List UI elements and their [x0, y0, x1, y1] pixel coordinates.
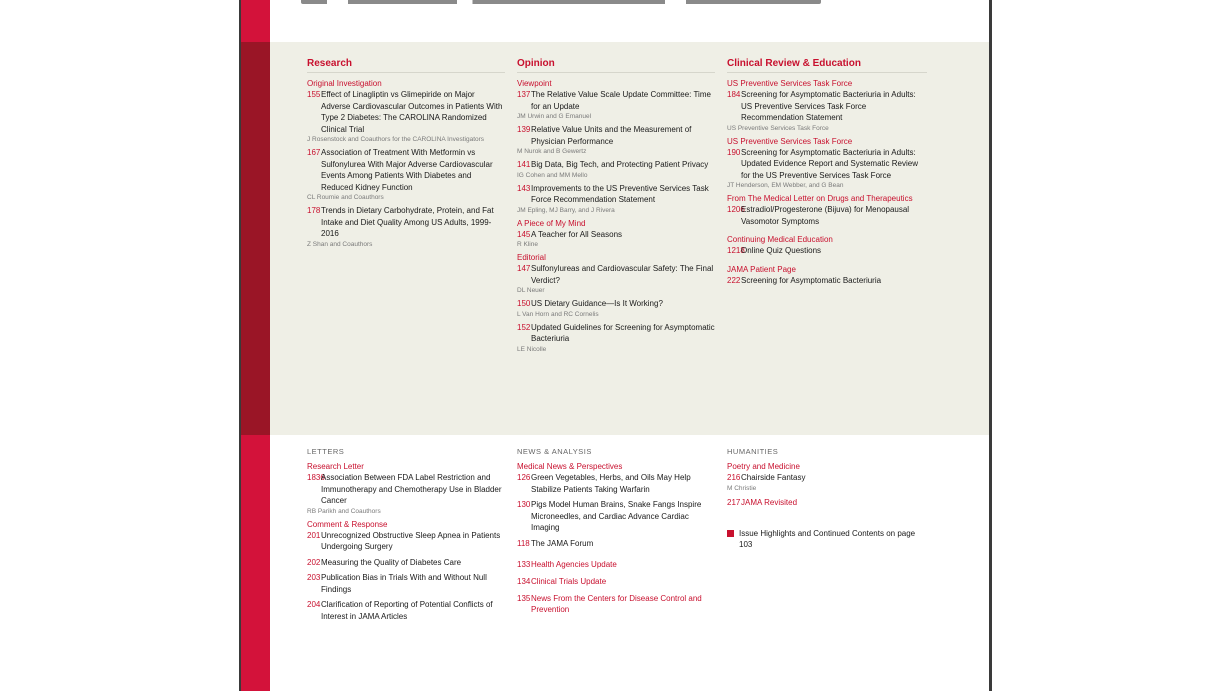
toc-entry[interactable] — [517, 576, 715, 587]
page-number: 137 — [517, 90, 531, 99]
red-stripe-top — [241, 0, 270, 42]
red-stripe-bottom — [241, 435, 270, 691]
research-column — [307, 58, 505, 252]
entry-title: Pigs Model Human Brains, Snake Fangs Inspire Microneedles, and Cardiac Advance Cardiac Imaging — [531, 500, 702, 532]
toc-entry[interactable] — [517, 538, 715, 550]
entry-title: Unrecognized Obstructive Sleep Apnea in Patients Undergoing Surgery — [321, 530, 501, 551]
note-text: Issue Highlights and Continued Contents on page 103 — [739, 528, 916, 549]
entry-title: Updated Guidelines for Screening for Asymptomatic Bacteriuria — [531, 322, 715, 343]
entry-title: Clinical Trials Update — [531, 577, 607, 586]
category-label: Comment & Response — [307, 519, 388, 529]
entry-authors: M Nurok and B Gewertz — [517, 148, 587, 155]
entry-authors: JT Henderson, EM Webber, and G Bean — [727, 182, 844, 189]
page-number: 130 — [517, 500, 531, 509]
category-label: Research Letter — [307, 462, 364, 471]
category-label: Continuing Medical Education — [727, 235, 833, 244]
toc-entry[interactable] — [517, 298, 715, 310]
page-number: 1836 — [307, 473, 325, 482]
toc-entry[interactable] — [307, 557, 505, 569]
page-number: 141 — [517, 160, 531, 169]
page-number: 135 — [517, 594, 531, 603]
toc-entry[interactable] — [307, 572, 505, 595]
category-label: US Preventive Services Task Force — [727, 79, 853, 88]
red-square-bullet — [727, 530, 734, 537]
page-number: 143 — [517, 183, 531, 193]
entry-title: Association of Treatment With Metformin vs Sulfonylurea With Major Adverse Cardiovascular Events Among Patients With Diabetes and Reduced Kidney Function — [321, 148, 493, 192]
page-number: 216 — [727, 473, 741, 482]
entry-title: A Teacher for All Seasons — [531, 229, 623, 239]
toc-entry[interactable] — [307, 205, 505, 240]
toc-entry[interactable] — [517, 229, 715, 241]
page-number: 201 — [307, 530, 321, 540]
toc-entry[interactable] — [307, 530, 505, 553]
entry-authors: M Christie — [727, 484, 757, 492]
page-number: 178 — [307, 206, 321, 215]
toc-entry[interactable] — [307, 147, 505, 193]
toc-entry[interactable] — [517, 593, 715, 615]
entry-title: JAMA Revisited — [741, 497, 798, 507]
entry-title: Trends in Dietary Carbohydrate, Protein, and Fat Intake and Diet Quality Among US Adults, 1999-2016 — [321, 206, 494, 238]
entry-authors: Z Shan and Coauthors — [307, 240, 373, 248]
entry-authors: R Kline — [517, 241, 538, 248]
entry-title: Sulfonylureas and Cardiovascular Safety: The Final Verdict? — [531, 264, 714, 285]
page-number: 147 — [517, 264, 531, 273]
page-number: 134 — [517, 577, 531, 586]
toc-entry[interactable] — [727, 245, 927, 257]
opinion-column — [517, 58, 715, 357]
entry-title: Online Quiz Questions — [741, 246, 822, 255]
entry-title: The JAMA Forum — [531, 538, 594, 548]
page-number: 1218 — [727, 246, 745, 255]
toc-entry[interactable] — [307, 599, 505, 622]
category-label: US Preventive Services Task Force — [727, 136, 853, 146]
contents-panel — [270, 42, 989, 435]
news-header: NEWS & ANALYSIS — [517, 447, 592, 456]
letters-header: LETTERS — [307, 447, 345, 456]
entry-title: Big Data, Big Tech, and Protecting Patient Privacy — [531, 160, 709, 169]
entry-title: US Dietary Guidance—Is It Working? — [531, 299, 663, 308]
category-label: Editorial — [517, 253, 546, 262]
toc-entry[interactable] — [727, 497, 927, 508]
page-number: 133 — [517, 560, 531, 569]
page-number: 126 — [517, 473, 531, 482]
entry-title: Screening for Asymptomatic Bacteriuria in Adults: US Preventive Services Task Force Recommendation Statement — [741, 90, 916, 122]
toc-entry[interactable] — [517, 159, 715, 171]
letters-column — [307, 447, 505, 622]
category-label: JAMA Patient Page — [727, 264, 796, 274]
page-number: 139 — [517, 125, 531, 134]
toc-entry[interactable] — [307, 89, 505, 135]
entry-title: Clarification of Reporting of Potential Conflicts of Interest in JAMA Articles — [321, 600, 493, 621]
page-number: 167 — [307, 148, 321, 157]
page-number: 118 — [517, 538, 530, 548]
category-label: A Piece of My Mind — [517, 218, 586, 228]
category-label: Poetry and Medicine — [727, 462, 800, 471]
entry-title: The Relative Value Scale Update Committee: Time for an Update — [531, 90, 711, 111]
entry-title: Association Between FDA Label Restriction and Immunotherapy and Chemotherapy Use in Bladder Cancer — [321, 473, 502, 505]
entry-title: Health Agencies Update — [531, 560, 617, 569]
entry-authors: JM Urwin and G Emanuel — [517, 113, 592, 120]
entry-title: Chairside Fantasy — [741, 473, 806, 482]
journal-cover — [239, 0, 992, 691]
entry-title: Publication Bias in Trials With and Without Null Findings — [321, 573, 487, 594]
toc-entry[interactable] — [517, 89, 715, 112]
entry-title: Screening for Asymptomatic Bacteriuria — [741, 275, 882, 285]
entry-title: Green Vegetables, Herbs, and Oils May Help Stabilize Patients Taking Warfarin — [531, 473, 691, 494]
clinical-review-column — [727, 58, 927, 286]
toc-entry[interactable] — [517, 322, 715, 345]
toc-entry[interactable] — [307, 472, 505, 507]
toc-entry[interactable] — [517, 472, 715, 495]
entry-title: Relative Value Units and the Measurement of Physician Performance — [531, 125, 692, 146]
page-number: 150 — [517, 299, 531, 308]
toc-entry[interactable] — [727, 472, 927, 484]
page-number: 217 — [727, 497, 741, 507]
page-number: 1206 — [727, 205, 745, 214]
category-label: From The Medical Letter on Drugs and Therapeutics — [727, 194, 913, 203]
page-number: 145 — [517, 229, 531, 239]
page-number: 202 — [307, 557, 321, 567]
page-number: 203 — [307, 573, 321, 582]
page-number: 152 — [517, 322, 531, 332]
category-label: Viewpoint — [517, 79, 552, 88]
toc-entry[interactable] — [727, 275, 927, 287]
opinion-header: Opinion — [517, 58, 715, 73]
toc-entry[interactable] — [517, 499, 715, 534]
humanities-column — [727, 447, 927, 550]
entry-authors: L Van Horn and RC Cornelis — [517, 310, 599, 318]
entry-authors: DL Neuer — [517, 287, 545, 294]
page-number: 184 — [727, 90, 741, 99]
toc-entry[interactable] — [727, 89, 927, 124]
research-header: Research — [307, 58, 505, 73]
entry-title: Effect of Linagliptin vs Glimepiride on Major Adverse Cardiovascular Outcomes in Patients With Type 2 Diabetes: The CAROLINA Randomized Clinical Trial — [321, 90, 503, 134]
humanities-header: HUMANITIES — [727, 447, 779, 456]
toc-entry[interactable] — [517, 183, 715, 206]
entry-title: Improvements to the US Preventive Services Task Force Recommendation Statement — [531, 183, 709, 204]
category-label: Medical News & Perspectives — [517, 462, 623, 471]
page-number: 204 — [307, 600, 321, 609]
clinical-review-header: Clinical Review & Education — [727, 58, 927, 73]
toc-entry[interactable] — [727, 204, 927, 227]
entry-authors: JM Epling, MJ Barry, and J Rivera — [517, 206, 615, 214]
toc-entry[interactable] — [517, 124, 715, 147]
entry-authors: LE Nicolle — [517, 345, 547, 353]
dark-red-stripe — [241, 42, 270, 435]
toc-entry[interactable] — [517, 559, 715, 570]
entry-authors: RB Parikh and Coauthors — [307, 507, 381, 515]
entry-authors: J Rosenstock and Coauthors for the CAROLINA Investigators — [307, 136, 485, 143]
entry-title: News From the Centers for Disease Control and Prevention — [531, 594, 702, 614]
page-number: 155 — [307, 90, 321, 99]
entry-authors: US Preventive Services Task Force — [727, 124, 829, 132]
entry-authors: CL Roumie and Coauthors — [307, 194, 384, 201]
page-number: 190 — [727, 147, 741, 157]
entry-authors: IG Cohen and MM Mello — [517, 171, 588, 179]
masthead-logo — [301, 0, 821, 4]
news-column — [517, 447, 715, 615]
toc-entry[interactable] — [727, 147, 927, 182]
page-number: 222 — [727, 275, 741, 285]
continued-contents-note — [727, 528, 927, 550]
category-label: Original Investigation — [307, 79, 382, 88]
toc-entry[interactable] — [517, 263, 715, 286]
entry-title: Screening for Asymptomatic Bacteriuria in Adults: Updated Evidence Report and Systematic Review for the US Preventive Services Task Force — [741, 147, 918, 180]
entry-title: Estradiol/Progesterone (Bijuva) for Menopausal Vasomotor Symptoms — [741, 205, 910, 226]
entry-title: Measuring the Quality of Diabetes Care — [321, 557, 462, 567]
